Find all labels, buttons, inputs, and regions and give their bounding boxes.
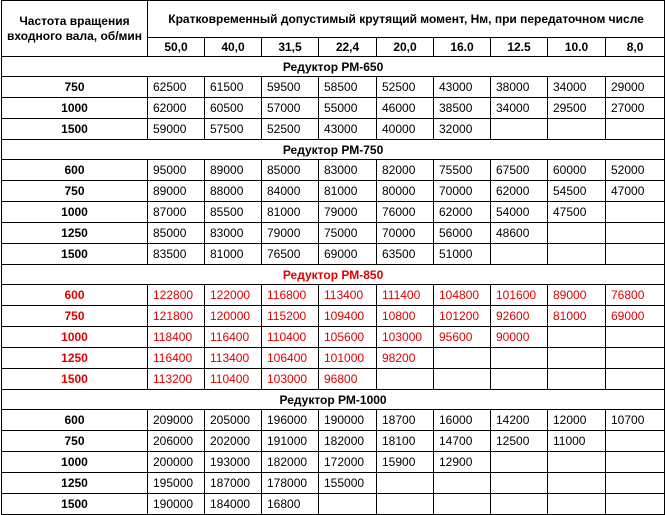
torque-value-cell: 113200 [148,369,205,390]
torque-value-cell: 79000 [319,202,377,223]
torque-value-cell: 209000 [148,410,205,431]
torque-value-cell: 47000 [606,181,665,202]
torque-value-cell: 196000 [262,410,319,431]
torque-value-cell [377,494,434,515]
torque-value-cell: 115200 [262,306,319,327]
torque-value-cell: 190000 [319,410,377,431]
torque-value-cell: 61500 [205,77,262,98]
table-row [2,494,665,515]
torque-value-cell [606,119,665,140]
header-row [2,1,665,38]
torque-value-cell: 47500 [548,202,606,223]
torque-value-cell: 69000 [606,306,665,327]
torque-value-cell [606,348,665,369]
table-row [2,119,665,140]
group-header-row [2,390,665,410]
table-row [2,77,665,98]
torque-value-cell: 59500 [262,77,319,98]
torque-value-cell [606,244,665,265]
torque-value-cell: 75500 [434,160,491,181]
torque-value-cell [491,244,548,265]
torque-value-cell: 191000 [262,431,319,452]
torque-value-cell: 178000 [262,473,319,494]
torque-value-cell: 118400 [148,327,205,348]
torque-value-cell [606,202,665,223]
torque-value-cell: 116800 [262,285,319,306]
torque-value-cell: 10700 [606,410,665,431]
torque-value-cell [491,348,548,369]
ratio-header-cell: 10.0 [548,38,606,57]
torque-value-cell [434,369,491,390]
ratio-header-cell: 20,0 [377,38,434,57]
torque-value-cell [491,494,548,515]
torque-value-cell: 76000 [377,202,434,223]
torque-value-cell: 98200 [377,348,434,369]
torque-value-cell: 56000 [434,223,491,244]
table-row [2,181,665,202]
torque-value-cell: 109400 [319,306,377,327]
torque-value-cell [377,473,434,494]
table-row [2,473,665,494]
torque-value-cell [606,473,665,494]
rpm-cell: 1000 [2,98,148,119]
torque-value-cell: 110400 [205,369,262,390]
torque-value-cell: 116400 [205,327,262,348]
torque-value-cell: 101000 [319,348,377,369]
rpm-cell: 1250 [2,473,148,494]
ratio-header-cell: 8,0 [606,38,665,57]
torque-value-cell: 88000 [205,181,262,202]
torque-value-cell: 85000 [262,160,319,181]
torque-value-cell: 172000 [319,452,377,473]
torque-value-cell: 27000 [606,98,665,119]
torque-value-cell: 12500 [491,431,548,452]
rpm-cell: 600 [2,285,148,306]
table-row [2,202,665,223]
torque-value-cell: 81000 [319,181,377,202]
torque-value-cell: 51000 [434,244,491,265]
torque-value-cell: 29000 [606,77,665,98]
group-header-row [2,57,665,77]
torque-value-cell: 89000 [148,181,205,202]
torque-value-cell: 113400 [319,285,377,306]
torque-value-cell [606,494,665,515]
rpm-cell: 1500 [2,119,148,140]
torque-value-cell: 190000 [148,494,205,515]
torque-value-cell: 62000 [434,202,491,223]
torque-value-cell: 121800 [148,306,205,327]
torque-value-cell: 34000 [548,77,606,98]
torque-value-cell: 95600 [434,327,491,348]
rpm-cell: 600 [2,410,148,431]
torque-value-cell: 67500 [491,160,548,181]
group-title: Редуктор РМ-1000 [2,390,665,410]
torque-value-cell: 60500 [205,98,262,119]
torque-value-cell [606,327,665,348]
torque-value-cell: 46000 [377,98,434,119]
torque-value-cell: 62500 [148,77,205,98]
table-row [2,285,665,306]
table-row [2,160,665,181]
rpm-cell: 1500 [2,369,148,390]
torque-value-cell: 106400 [262,348,319,369]
torque-value-cell: 187000 [205,473,262,494]
torque-value-cell: 18100 [377,431,434,452]
torque-value-cell: 85500 [205,202,262,223]
group-title: Редуктор РМ-650 [2,57,665,77]
torque-value-cell: 113400 [205,348,262,369]
torque-value-cell: 81000 [205,244,262,265]
rpm-cell: 1250 [2,223,148,244]
torque-value-cell: 14200 [491,410,548,431]
torque-value-cell: 182000 [319,431,377,452]
table-row [2,369,665,390]
torque-value-cell [434,473,491,494]
torque-value-cell: 116400 [148,348,205,369]
torque-value-cell: 195000 [148,473,205,494]
torque-value-cell: 82000 [377,160,434,181]
torque-value-cell: 18700 [377,410,434,431]
torque-value-cell [606,223,665,244]
torque-value-cell: 16000 [434,410,491,431]
torque-value-cell: 96800 [319,369,377,390]
torque-value-cell [606,431,665,452]
torque-value-cell: 120000 [205,306,262,327]
torque-value-cell [548,494,606,515]
torque-value-cell: 103000 [377,327,434,348]
torque-value-cell: 89000 [205,160,262,181]
torque-value-cell: 84000 [262,181,319,202]
torque-value-cell: 90000 [491,327,548,348]
torque-value-cell: 34000 [491,98,548,119]
torque-value-cell: 80000 [377,181,434,202]
torque-value-cell: 14700 [434,431,491,452]
torque-value-cell [491,473,548,494]
rpm-cell: 1000 [2,452,148,473]
group-header-row [2,265,665,285]
torque-value-cell: 12900 [434,452,491,473]
torque-value-cell: 205000 [205,410,262,431]
torque-value-cell: 29500 [548,98,606,119]
torque-value-cell: 43000 [319,119,377,140]
torque-value-cell: 79000 [262,223,319,244]
torque-value-cell: 155000 [319,473,377,494]
torque-value-cell: 54000 [491,202,548,223]
ratio-header-cell: 50,0 [148,38,205,57]
rpm-cell: 600 [2,160,148,181]
torque-value-cell: 111400 [377,285,434,306]
rpm-cell: 1250 [2,348,148,369]
torque-value-cell [548,223,606,244]
torque-value-cell: 95000 [148,160,205,181]
torque-value-cell: 85000 [148,223,205,244]
torque-value-cell: 12000 [548,410,606,431]
table-row [2,431,665,452]
torque-value-cell: 202000 [205,431,262,452]
torque-value-cell: 81000 [548,306,606,327]
torque-value-cell [548,244,606,265]
rpm-cell: 750 [2,181,148,202]
table-title-header: Кратковременный допустимый крутящий момент, Нм, при передаточном числе [148,1,665,38]
torque-value-cell: 83000 [205,223,262,244]
torque-value-cell: 15900 [377,452,434,473]
torque-value-cell: 101200 [434,306,491,327]
rpm-cell: 1000 [2,327,148,348]
torque-value-cell [548,348,606,369]
table-row [2,410,665,431]
torque-value-cell: 60000 [548,160,606,181]
torque-value-cell: 59000 [148,119,205,140]
torque-value-cell: 76500 [262,244,319,265]
torque-value-cell [548,473,606,494]
torque-value-cell: 62000 [148,98,205,119]
torque-value-cell: 104800 [434,285,491,306]
torque-value-cell: 70000 [377,223,434,244]
torque-value-cell [491,119,548,140]
rpm-cell: 750 [2,431,148,452]
table-row [2,306,665,327]
torque-value-cell: 83000 [319,160,377,181]
torque-value-cell: 57000 [262,98,319,119]
rpm-cell: 750 [2,306,148,327]
rpm-column-header: Частота вращения входного вала, об/мин [2,1,148,57]
torque-value-cell: 54500 [548,181,606,202]
torque-table [1,0,665,515]
torque-value-cell: 70000 [434,181,491,202]
torque-value-cell: 52500 [377,77,434,98]
rpm-cell: 1500 [2,244,148,265]
torque-value-cell [434,348,491,369]
torque-value-cell: 206000 [148,431,205,452]
group-header-row [2,140,665,160]
torque-value-cell: 40000 [377,119,434,140]
torque-value-cell: 92600 [491,306,548,327]
torque-value-cell: 69000 [319,244,377,265]
torque-value-cell: 58500 [319,77,377,98]
rpm-cell: 750 [2,77,148,98]
torque-value-cell [377,369,434,390]
torque-value-cell [548,369,606,390]
torque-value-cell: 76800 [606,285,665,306]
torque-value-cell: 38000 [491,77,548,98]
torque-value-cell: 32000 [434,119,491,140]
torque-value-cell [548,327,606,348]
torque-value-cell: 184000 [205,494,262,515]
torque-value-cell: 63500 [377,244,434,265]
torque-value-cell: 48600 [491,223,548,244]
table-row [2,244,665,265]
torque-value-cell: 10800 [377,306,434,327]
torque-value-cell: 81000 [262,202,319,223]
group-title: Редуктор РМ-850 [2,265,665,285]
torque-value-cell: 105600 [319,327,377,348]
torque-value-cell: 52000 [606,160,665,181]
torque-value-cell: 11000 [548,431,606,452]
torque-value-cell: 122000 [205,285,262,306]
torque-value-cell [434,494,491,515]
torque-value-cell: 87000 [148,202,205,223]
torque-value-cell: 52500 [262,119,319,140]
torque-value-cell [491,452,548,473]
torque-value-cell [606,369,665,390]
torque-value-cell: 200000 [148,452,205,473]
group-title: Редуктор РМ-750 [2,140,665,160]
torque-value-cell [548,119,606,140]
table-row [2,223,665,244]
torque-value-cell: 16800 [262,494,319,515]
torque-value-cell [319,494,377,515]
torque-value-cell [491,369,548,390]
torque-value-cell: 62000 [491,181,548,202]
torque-value-cell: 182000 [262,452,319,473]
ratio-header-cell: 22,4 [319,38,377,57]
torque-value-cell [548,452,606,473]
rpm-cell: 1000 [2,202,148,223]
torque-value-cell: 83500 [148,244,205,265]
torque-value-cell: 57500 [205,119,262,140]
ratio-header-cell: 12.5 [491,38,548,57]
rpm-cell: 1500 [2,494,148,515]
table-body [2,57,665,515]
torque-value-cell: 89000 [548,285,606,306]
torque-value-cell: 122800 [148,285,205,306]
torque-value-cell: 193000 [205,452,262,473]
torque-value-cell: 75000 [319,223,377,244]
table-row [2,327,665,348]
ratio-header-cell: 31,5 [262,38,319,57]
table-row [2,452,665,473]
torque-value-cell: 43000 [434,77,491,98]
torque-value-cell: 110400 [262,327,319,348]
torque-value-cell [606,452,665,473]
torque-value-cell: 101600 [491,285,548,306]
table-row [2,348,665,369]
torque-value-cell: 103000 [262,369,319,390]
ratio-header-cell: 16.0 [434,38,491,57]
torque-value-cell: 55000 [319,98,377,119]
ratio-header-cell: 40,0 [205,38,262,57]
torque-value-cell: 38500 [434,98,491,119]
table-row [2,98,665,119]
